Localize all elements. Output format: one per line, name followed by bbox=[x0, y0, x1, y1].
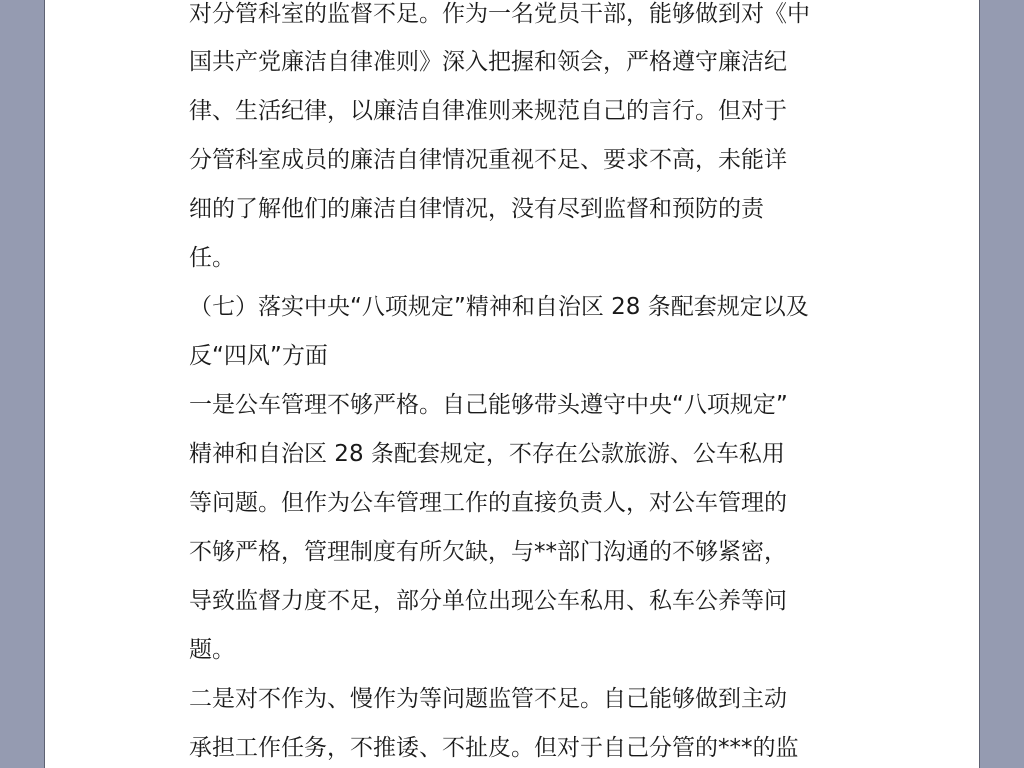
text-line: 一是公车管理不够严格。自己能够带头遵守中央“八项规定” bbox=[189, 392, 788, 418]
text-line: 国共产党廉洁自律准则》深入把握和领会，严格遵守廉洁纪 bbox=[189, 49, 787, 75]
text-line: 导致监督力度不足，部分单位出现公车私用、私车公养等问 bbox=[189, 588, 787, 614]
text-line: 承担工作任务，不推诿、不扯皮。但对于自己分管的***的监 bbox=[189, 735, 799, 761]
text-line: 细的了解他们的廉洁自律情况，没有尽到监督和预防的责 bbox=[189, 196, 764, 222]
document-page[interactable] bbox=[44, 0, 980, 768]
text-line: 任。 bbox=[189, 245, 235, 271]
text-line: 对分管科室的监督不足。作为一名党员干部，能够做到对《中 bbox=[189, 1, 810, 27]
text-line: 不够严格，管理制度有所欠缺，与**部门沟通的不够紧密， bbox=[189, 539, 787, 565]
text-line: 等问题。但作为公车管理工作的直接负责人，对公车管理的 bbox=[189, 490, 787, 516]
section-heading: （七）落实中央“八项规定”精神和自治区 28 条配套规定以及 bbox=[189, 294, 809, 320]
text-line: 二是对不作为、慢作为等问题监管不足。自己能够做到主动 bbox=[189, 686, 787, 712]
text-line: 精神和自治区 28 条配套规定，不存在公款旅游、公车私用 bbox=[189, 441, 785, 467]
text-line: 分管科室成员的廉洁自律情况重视不足、要求不高，未能详 bbox=[189, 147, 787, 173]
section-heading: 反“四风”方面 bbox=[189, 343, 328, 369]
text-line: 题。 bbox=[189, 637, 235, 663]
text-line: 律、生活纪律，以廉洁自律准则来规范自己的言行。但对于 bbox=[189, 98, 787, 124]
